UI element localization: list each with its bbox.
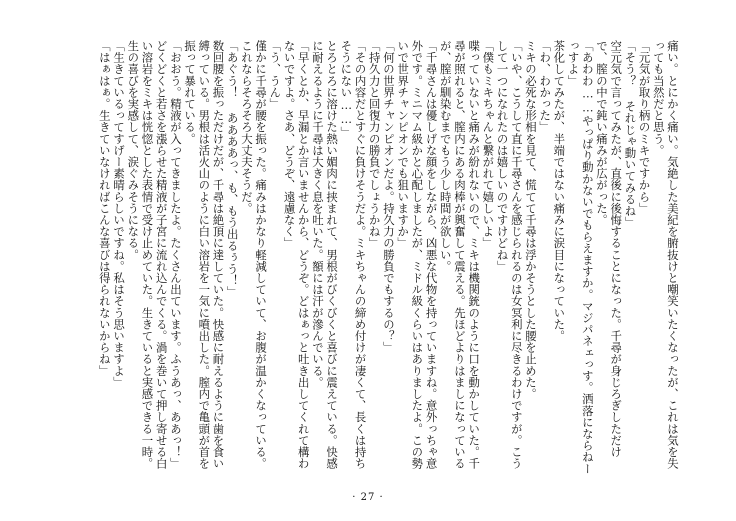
- text-line: 喋っていないと痛みが紛れないので、ミキは機関銃のように口を動かしていた。千尋が照れると、膣内にある肉棒が興奮して震える。先ほどよりはましになっているが、膣が馴染むまでもう少し時間が欲しい。: [438, 40, 482, 470]
- text-line: 茶化してみたが、半端ではない痛みに涙目になっていた。: [552, 40, 567, 342]
- text-line: 「はぁはぁ。生きていなければこんな喜びは得られないからね」: [97, 40, 112, 377]
- text-line: どくどくと若さを漲らせた精液が子宮に流れ込んでくる。渦を巻いて押し寄せる白い溶岩をミキは恍惚とした表情で受け止めていた。生きていると実感できる一時。生の喜びを実感して、涙ぐみそうになる。: [126, 40, 169, 470]
- text-line: 「持久力と回復力の勝負でしょうかね」: [367, 40, 382, 249]
- page-number: · 27 ·: [352, 492, 384, 503]
- text-line: 「う、うん」: [268, 40, 283, 110]
- text-line: 僅かに千尋が腰を振った。痛みはかなり軽減していて、お腹が温かくなっている。これならそろそろ大丈夫そうだ。: [239, 40, 269, 470]
- text-line: 「元気が取り柄のミキですから」: [637, 40, 652, 214]
- text-line: 「その内容だとすぐに負けそうだよ。ミキちゃんの締め付けが凄くて、長くは持ちそうにない……」: [339, 40, 368, 470]
- text-line: 数回腰を振っただけだが、千尋は絶頂に達していた。快感に耐えるように歯を食い縛っている。男根は活火山のように白い溶岩を一気に噴出した。膣内で亀頭が首を振って暴れている。: [183, 40, 226, 470]
- text-line: 「千尋さんは優しげな顔をしながら、凶悪な代物を持っていますね。意外っちゃ意外です。ミニマム級かと心配しましたが、ミドル級くらいはありましたよ。この勢いで世界チャンピオンでも狙いますか」: [396, 40, 439, 470]
- body-text-vertical: [44, 40, 680, 480]
- text-line: 「そう？ それじゃ動いてみるね」: [623, 40, 638, 229]
- text-line: 「いや、こうして直に千尋さんを感じられるのは女冥利に尽きるわけですが。こうして一つになれたのは嬉しいのですけどね」: [495, 40, 524, 470]
- text-line: 「何の世界チャンピオンだよ。持久力の勝負でもするの？」: [381, 40, 396, 354]
- text-line: 空元気で言ってみたが、直後に後悔することになった。千尋が身じろぎしただけで、膣の中で鈍い痛みが広がった。: [594, 40, 624, 458]
- text-line: 「僕もミキちゃんと繋がれて嬉しいよ」: [481, 40, 496, 249]
- text-line: ミキの必死な形相を見て、慌てて千尋は浮かそうとした腰を止めた。: [523, 40, 538, 400]
- text-line: 痛い。とにかく痛い。気絶した美紀を腑抜けと嘲笑いたくなったが、これは気を失っても当然だと思う。: [651, 40, 680, 470]
- text-line: 「おおう。精液が入ってきましたよ。たくさん出ています。ふうあっ、ああっ！」: [168, 40, 183, 470]
- text-line: 「早くとか、早漏とか言いませんから、どうぞ。どはぁっと吐き出してくれて構わないですよ。さあ、どうぞ、遠慮なく」: [282, 40, 311, 470]
- text-line: とろとろに溶けた熱い媚肉に挟まれて、男根がびくびくと喜びに震えている。快感に耐えるように千尋は大きく息を吐いた。額には汗が滲んでいる。: [310, 40, 340, 470]
- text-line: 「あわわ……やっぱり動かないでもらえますか。マジパネェっす。洒落にならねーっすよ」: [566, 40, 595, 475]
- text-line: 「わ、わかった」: [538, 40, 553, 133]
- text-line: 「生きているってすげー素晴らしいですね。私はそう思いますよ」: [112, 40, 127, 388]
- text-line: 「あぐう！ ああああっ、も、もう出るぅう！」: [225, 40, 240, 298]
